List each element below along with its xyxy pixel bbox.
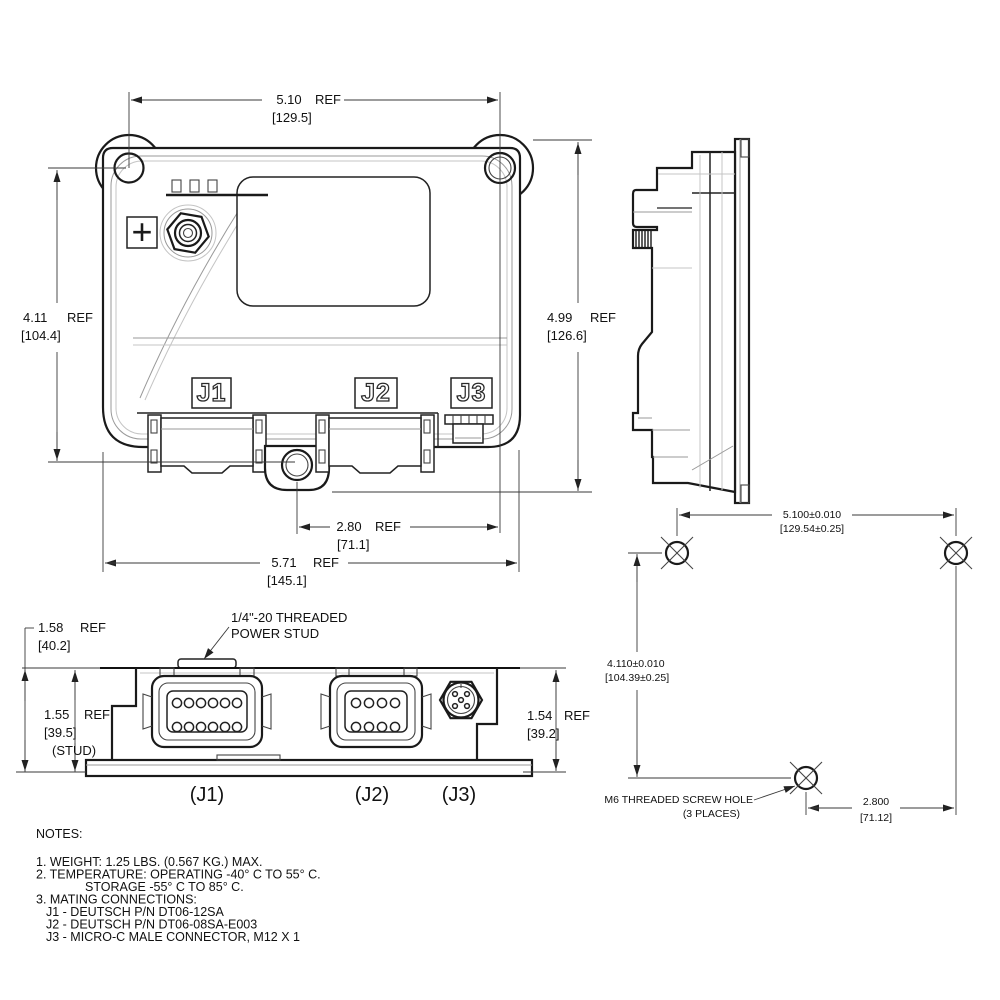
dim-pattern-bottom-value: 2.800 — [862, 796, 890, 808]
dim-width-overall-value: 5.71 — [271, 555, 297, 570]
j3-label: J3 — [456, 379, 487, 407]
body-right-edge — [477, 668, 497, 761]
dim-body-height-ref: REF — [564, 708, 590, 723]
front-view — [96, 135, 533, 490]
notes-block — [36, 827, 321, 944]
dim-stud-height-ref: REF — [84, 707, 110, 722]
note-j1-mate: J1 - DEUTSCH P/N DT06-12SA — [46, 905, 224, 919]
note-weight: 1. WEIGHT: 1.25 LBS. (0.567 KG.) MAX. — [36, 855, 263, 869]
dim-pattern-bottom — [806, 566, 956, 824]
dim-body-height — [520, 668, 590, 772]
bottom-lip — [86, 760, 532, 776]
note-temperature: 2. TEMPERATURE: OPERATING -40° C TO 55° C. — [36, 867, 321, 882]
dim-width-overall-metric: [145.1] — [267, 573, 307, 588]
m6-callout-line2: (3 PLACES) — [682, 808, 740, 820]
dim-hole-offset — [297, 482, 498, 552]
m6-callout-line1: M6 THREADED SCREW HOLE — [604, 794, 753, 806]
j3-bottom-label: (J3) — [441, 784, 477, 806]
dim-pattern-vertical — [605, 553, 791, 778]
dim-pattern-vertical-metric: [104.39±0.25] — [605, 672, 670, 684]
dim-stud-height — [44, 670, 110, 772]
stud-callout-line2: POWER STUD — [231, 626, 320, 641]
dim-width-top-metric: [129.5] — [272, 110, 312, 125]
body-left-edge — [112, 668, 136, 761]
j1-label: J1 — [196, 379, 227, 407]
dim-hole-offset-ref: REF — [375, 519, 401, 534]
j1-shell — [152, 676, 262, 747]
dim-height-left-value: 4.11 — [23, 310, 48, 325]
dim-body-height-metric: [39.2] — [527, 726, 560, 741]
dim-hole-offset-value: 2.80 — [336, 519, 362, 534]
bottom-view — [86, 659, 532, 806]
power-stud-callout — [204, 610, 347, 659]
dim-overall-height-value: 1.58 — [38, 620, 64, 635]
dim-pattern-horizontal-metric: [129.54±0.25] — [779, 523, 845, 535]
note-j2-mate: J2 - DEUTSCH P/N DT06-08SA-E003 — [46, 917, 258, 932]
j1-connector-front — [148, 415, 266, 473]
polarity-marker — [127, 211, 157, 252]
dim-width-top-ref: REF — [315, 92, 341, 107]
dim-stud-height-value: 1.55 — [44, 707, 70, 722]
j2-shell — [330, 676, 422, 747]
j2-connector-bottom — [321, 668, 431, 747]
notes-title: NOTES: — [36, 827, 83, 841]
note-j3-mate: J3 - MICRO-C MALE CONNECTOR, M12 X 1 — [46, 930, 300, 944]
dim-width-overall-ref: REF — [313, 555, 339, 570]
dim-hole-offset-metric: [71.1] — [337, 537, 370, 552]
j2-connector-front — [316, 415, 434, 473]
dim-height-right-value: 4.99 — [547, 310, 573, 325]
j2-label: J2 — [361, 379, 391, 407]
mounting-flange-plate — [735, 139, 749, 503]
screw-hole-top-right — [940, 537, 972, 569]
j3-connector-bottom — [440, 682, 482, 718]
dim-overall-height-ref: REF — [80, 620, 106, 635]
screw-hole-bottom — [790, 762, 822, 794]
hole-pattern — [661, 537, 972, 794]
screw-hole-top-left — [661, 537, 693, 569]
label-plate — [237, 177, 430, 306]
note-storage: STORAGE -55° C TO 85° C. — [85, 880, 244, 894]
side-profile-outline — [633, 152, 735, 492]
dim-pattern-horizontal — [677, 508, 956, 536]
dim-stud-height-metric: [39.5] — [44, 725, 77, 740]
j2-bottom-label: (J2) — [354, 784, 390, 806]
dim-height-left-ref: REF — [67, 310, 93, 325]
dim-pattern-vertical-value: 4.110±0.010 — [607, 658, 665, 670]
dim-overall-height-metric: [40.2] — [38, 638, 71, 653]
power-stud-boss — [178, 659, 236, 668]
dim-width-top-value: 5.10 — [276, 92, 302, 107]
dim-body-height-value: 1.54 — [527, 708, 553, 723]
j1-bottom-label: (J1) — [189, 784, 225, 806]
dim-height-right-metric: [126.6] — [547, 328, 587, 343]
dim-pattern-bottom-metric: [71.12] — [859, 812, 893, 824]
stud-callout-line1: 1/4"-20 THREADED — [231, 610, 348, 625]
j1-connector-bottom — [143, 668, 271, 747]
polarity-plus-icon: + — [131, 211, 153, 252]
dim-height-right-ref: REF — [590, 310, 616, 325]
dim-height-left-metric: [104.4] — [21, 328, 61, 343]
dim-pattern-horizontal-value: 5.100±0.010 — [782, 509, 842, 521]
dim-stud-height-qualifier: (STUD) — [52, 743, 97, 758]
m6-hole-callout — [604, 786, 795, 820]
note-mating-connections: 3. MATING CONNECTIONS: — [36, 892, 197, 907]
side-view — [633, 139, 749, 503]
